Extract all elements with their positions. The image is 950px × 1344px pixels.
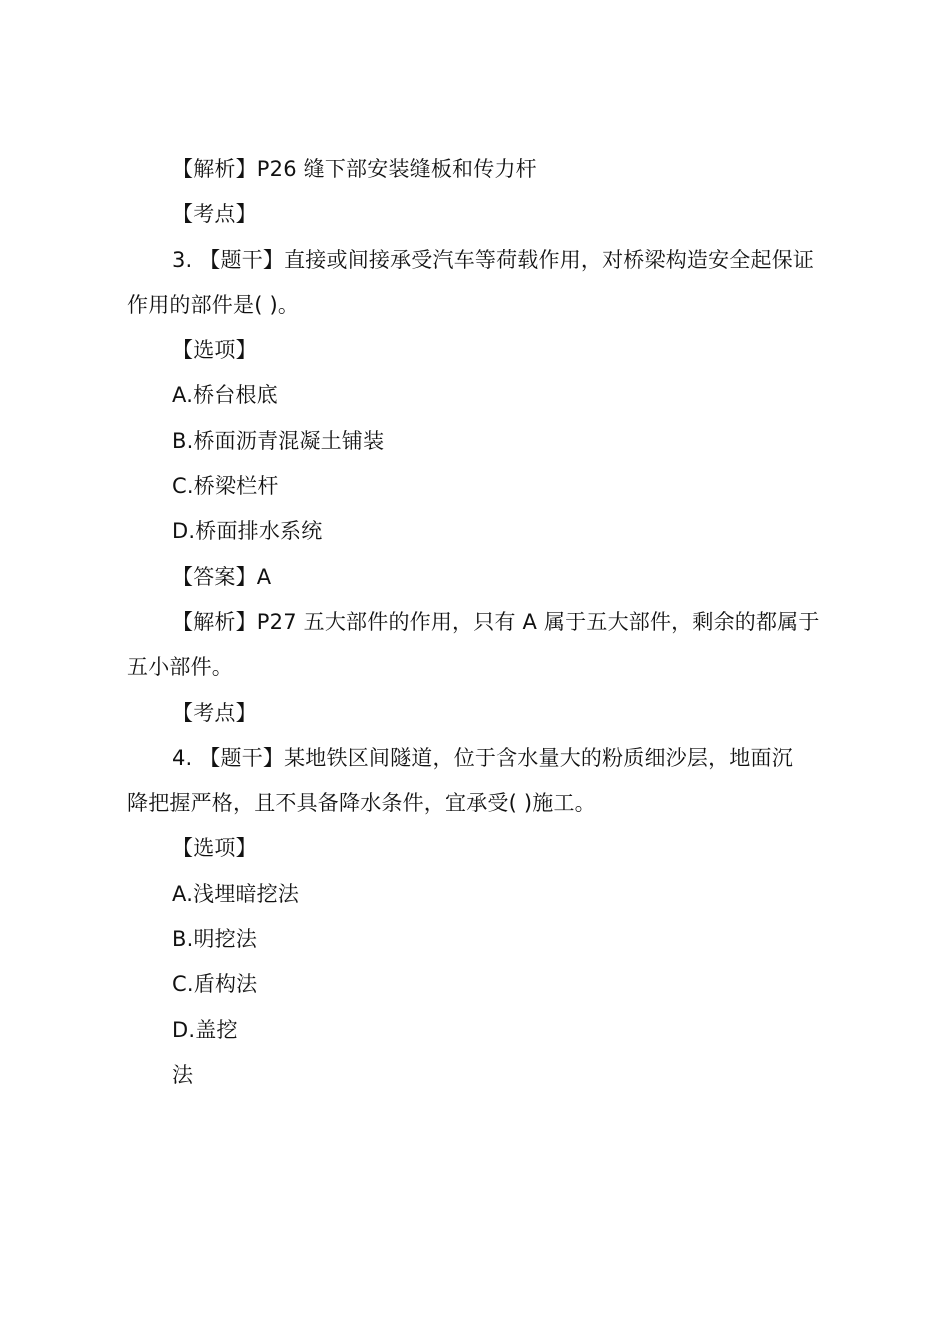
question-4-stem-line-1: 4. 【题干】某地铁区间隧道，位于含水量大的粉质细沙层，地面沉 bbox=[172, 745, 793, 770]
option-a-q4: A.浅埋暗挖法 bbox=[172, 881, 300, 906]
option-a-q3: A.桥台根底 bbox=[172, 383, 278, 408]
analysis-q3-line-2: 五小部件。 bbox=[127, 655, 233, 680]
answer-q3: 【答案】A bbox=[172, 564, 272, 589]
option-c-q3: C.桥梁栏杆 bbox=[172, 474, 279, 499]
question-3-stem-line-1: 3. 【题干】直接或间接承受汽车等荷载作用，对桥梁构造安全起保证 bbox=[172, 247, 815, 272]
option-b-q4: B.明挖法 bbox=[172, 927, 258, 952]
options-label-q3: 【选项】 bbox=[172, 338, 257, 363]
analysis-line-q2: 【解析】P26 缝下部安装缝板和传力杆 bbox=[172, 157, 537, 181]
option-d-q3: D.桥面排水系统 bbox=[172, 519, 323, 544]
option-d-q4-continuation: 法 bbox=[172, 1062, 194, 1087]
option-b-q3: B.桥面沥青混凝土铺装 bbox=[172, 428, 385, 453]
topic-label-q2: 【考点】 bbox=[172, 202, 257, 227]
question-4-stem-line-2: 降把握严格，且不具备降水条件，宜承受( )施工。 bbox=[127, 791, 596, 816]
question-3-stem-line-2: 作用的部件是( )。 bbox=[127, 292, 300, 317]
option-c-q4: C.盾构法 bbox=[172, 972, 258, 997]
document-body bbox=[127, 147, 835, 1098]
analysis-q3-line-1: 【解析】P27 五大部件的作用，只有 A 属于五大部件，剩余的都属于 bbox=[172, 609, 820, 634]
option-d-q4: D.盖挖 bbox=[172, 1017, 238, 1042]
options-label-q4: 【选项】 bbox=[172, 836, 257, 861]
topic-label-q3: 【考点】 bbox=[172, 700, 257, 725]
